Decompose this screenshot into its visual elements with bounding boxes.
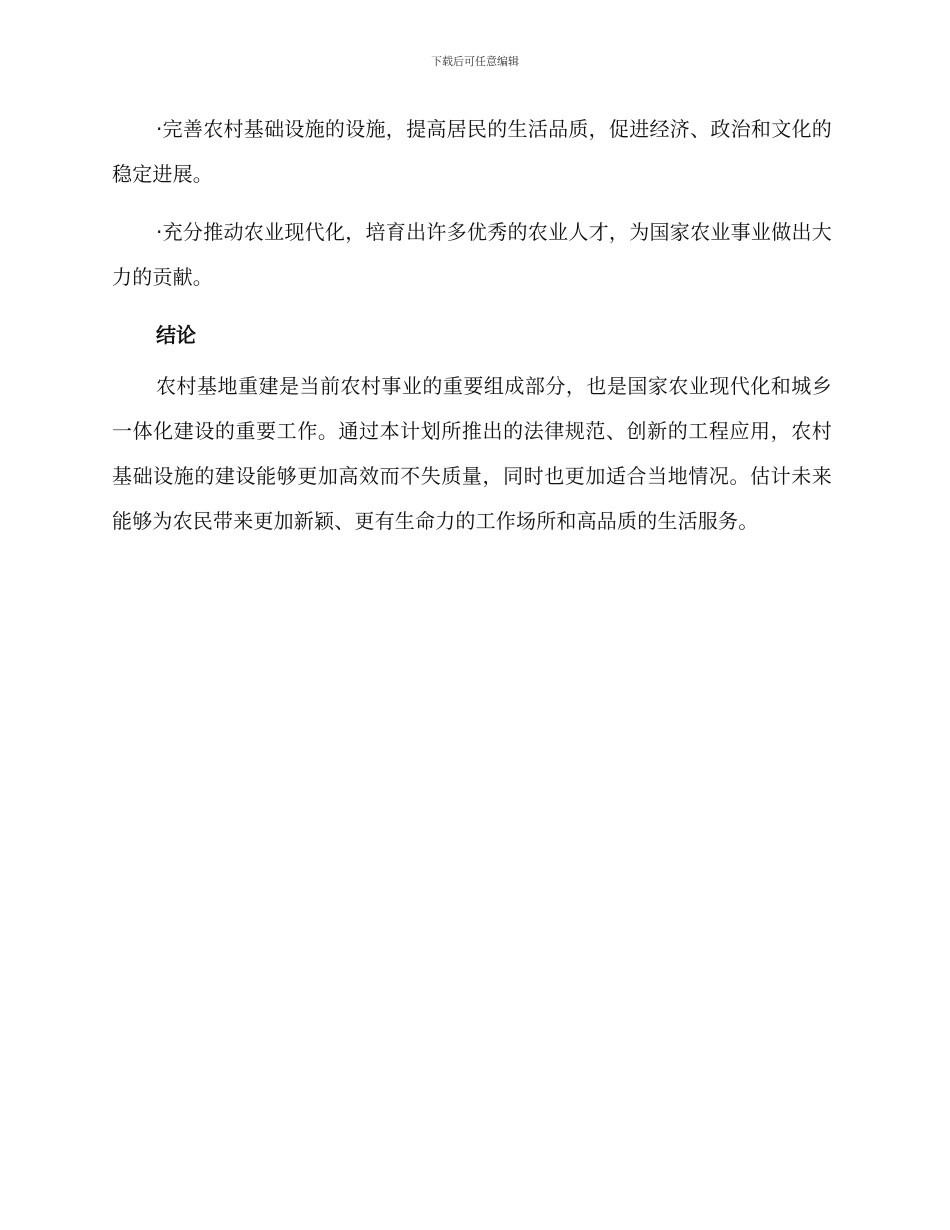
bullet-paragraph-infrastructure: ·完善农村基础设施的设施，提高居民的生活品质，促进经济、政治和文化的稳定进展。 — [112, 117, 832, 186]
conclusion-paragraph: 农村基地重建是当前农村事业的重要组成部分，也是国家农业现代化和城乡一体化建设的重要工作。通过本计划所推出的法律规范、创新的工程应用，农村基础设施的建设能够更加高效而不失质量，同时也更加适合当地情况。估计未来能够为农民带来更加新颖、更有生命力的工作场所和高品质的生活服务。 — [112, 374, 832, 533]
conclusion-heading: 结论 — [156, 323, 196, 347]
bullet-paragraph-agriculture: ·充分推动农业现代化，培育出许多优秀的农业人才，为国家农业事业做出大力的贡献。 — [112, 220, 832, 289]
document-body — [112, 107, 832, 557]
page-header: 下载后可任意编辑 — [431, 55, 519, 68]
